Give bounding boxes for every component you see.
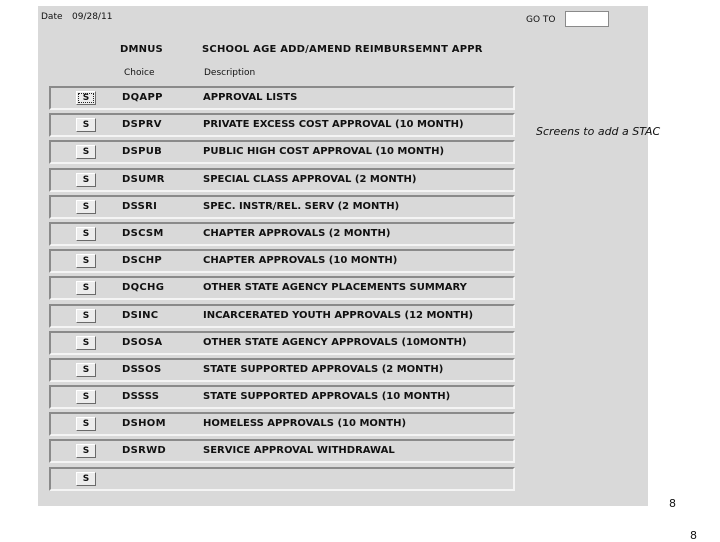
select-button[interactable]: S xyxy=(76,200,96,214)
page-number-inner: 8 xyxy=(669,497,676,510)
select-button[interactable]: S xyxy=(76,281,96,295)
menu-row xyxy=(49,86,515,110)
row-description: STATE SUPPORTED APPROVALS (10 MONTH) xyxy=(203,391,451,403)
goto-label: GO TO xyxy=(526,15,556,25)
row-code: DSRWD xyxy=(122,445,167,457)
date-label: Date xyxy=(41,12,63,22)
row-description: SERVICE APPROVAL WITHDRAWAL xyxy=(203,445,395,457)
menu-row xyxy=(49,385,515,409)
row-code: DSOSA xyxy=(122,336,163,348)
menu-row xyxy=(49,249,515,273)
row-code: DSCHP xyxy=(122,255,163,267)
row-description: CHAPTER APPROVALS (10 MONTH) xyxy=(203,255,398,267)
row-description: HOMELESS APPROVALS (10 MONTH) xyxy=(203,418,407,430)
goto-input[interactable] xyxy=(565,11,609,27)
select-button[interactable]: S xyxy=(76,444,96,458)
menu-row xyxy=(49,304,515,328)
select-button[interactable]: S xyxy=(76,227,96,241)
select-button[interactable]: S xyxy=(76,145,96,159)
menu-list xyxy=(49,86,515,494)
menu-row xyxy=(49,358,515,382)
row-description: INCARCERATED YOUTH APPROVALS (12 MONTH) xyxy=(203,309,474,321)
menu-row xyxy=(49,331,515,355)
select-button[interactable]: S xyxy=(76,363,96,377)
row-code: DSCSM xyxy=(122,227,164,239)
page-number-outer: 8 xyxy=(690,529,697,542)
row-code: DQAPP xyxy=(122,92,163,103)
column-header-choice: Choice xyxy=(124,68,155,78)
column-header-description: Description xyxy=(204,68,256,78)
select-button[interactable]: S xyxy=(76,472,96,486)
row-code: DSUMR xyxy=(122,173,165,185)
menu-row xyxy=(49,222,515,246)
row-code: DSHOM xyxy=(122,418,166,430)
menu-row xyxy=(49,412,515,436)
row-description: PUBLIC HIGH COST APPROVAL (10 MONTH) xyxy=(203,146,445,158)
select-button[interactable]: S xyxy=(76,173,96,187)
menu-row xyxy=(49,276,515,300)
row-description: STATE SUPPORTED APPROVALS (2 MONTH) xyxy=(203,363,444,375)
row-code: DSPRV xyxy=(122,119,162,131)
menu-code: DMNUS xyxy=(120,44,163,55)
select-button[interactable]: S xyxy=(76,417,96,431)
annotation-note: Screens to add a STAC xyxy=(536,125,661,138)
menu-row xyxy=(49,467,515,491)
menu-row xyxy=(49,439,515,463)
row-code: DSPUB xyxy=(122,146,163,158)
select-button[interactable]: S xyxy=(76,91,96,105)
select-button[interactable]: S xyxy=(76,254,96,268)
row-code: DSSRI xyxy=(122,200,158,212)
row-description: SPEC. INSTR/REL. SERV (2 MONTH) xyxy=(203,200,400,212)
row-description: SPECIAL CLASS APPROVAL (2 MONTH) xyxy=(203,173,417,185)
menu-row xyxy=(49,195,515,219)
select-button[interactable]: S xyxy=(76,118,96,132)
menu-title: SCHOOL AGE ADD/AMEND REIMBURSEMNT APPR xyxy=(202,44,483,55)
row-description: APPROVAL LISTS xyxy=(203,92,298,103)
select-button[interactable]: S xyxy=(76,390,96,404)
menu-row xyxy=(49,113,515,137)
row-code: DSSOS xyxy=(122,363,162,375)
menu-row xyxy=(49,140,515,164)
row-code: DSINC xyxy=(122,309,159,321)
mainframe-screen xyxy=(38,6,648,506)
row-description: OTHER STATE AGENCY PLACEMENTS SUMMARY xyxy=(203,282,467,294)
row-code: DQCHG xyxy=(122,282,165,294)
select-button[interactable]: S xyxy=(76,309,96,323)
row-description: PRIVATE EXCESS COST APPROVAL (10 MONTH) xyxy=(203,119,464,131)
row-description: CHAPTER APPROVALS (2 MONTH) xyxy=(203,227,391,239)
select-button[interactable]: S xyxy=(76,336,96,350)
row-description: OTHER STATE AGENCY APPROVALS (10MONTH) xyxy=(203,336,467,348)
date-value: 09/28/11 xyxy=(72,12,113,22)
row-code: DSSSS xyxy=(122,391,160,403)
menu-row xyxy=(49,168,515,192)
